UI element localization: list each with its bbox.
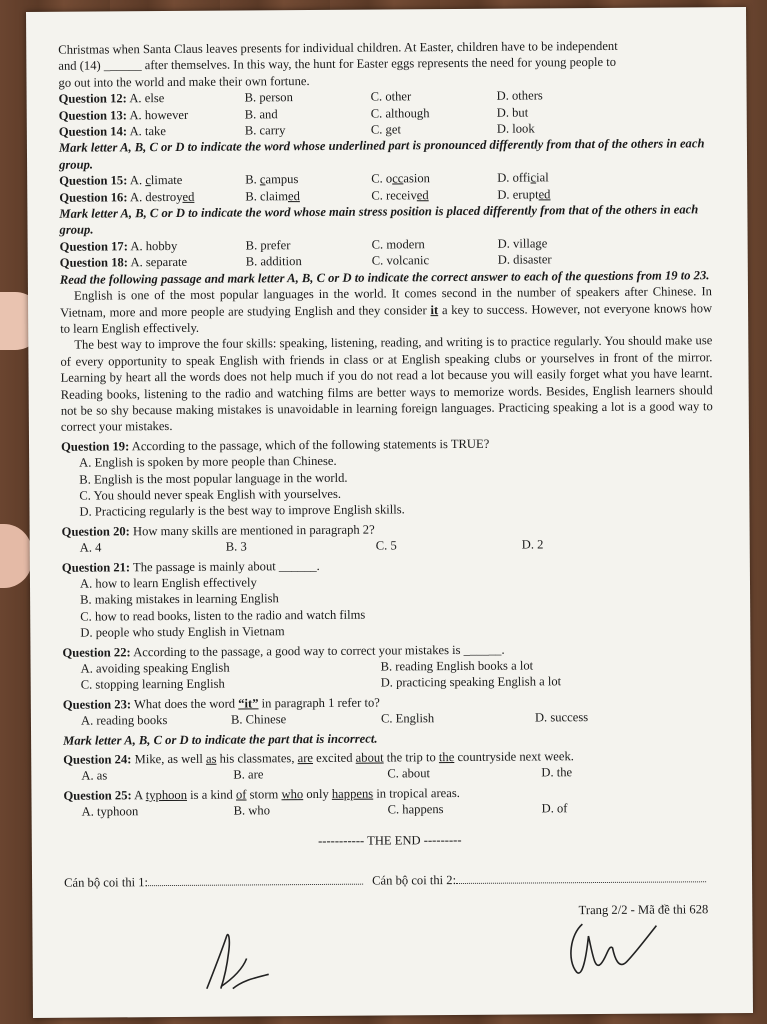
q19-option-d: D. Practicing regularly is the best way to improve English skills. bbox=[79, 502, 405, 520]
q16-option-b: B. claimed bbox=[245, 188, 300, 204]
proctor-2: Cán bộ coi thi 2: bbox=[372, 870, 706, 889]
q23-option-d: D. success bbox=[534, 710, 589, 725]
q15-label: Question 15: bbox=[59, 173, 128, 189]
q12-option-b: B. person bbox=[244, 90, 293, 105]
q20-option-b: B. 3 bbox=[225, 539, 247, 554]
q22-option-c: C. stopping learning English bbox=[80, 677, 225, 693]
q18-option-b: B. addition bbox=[245, 254, 302, 269]
question-22: Question 22: According to the passage, a good way to correct your mistakes is ______. bbox=[62, 642, 505, 660]
q12-option-c: C. other bbox=[370, 89, 412, 104]
q13-option-d: D. but bbox=[496, 105, 529, 120]
q22-option-a: A. avoiding speaking English bbox=[80, 660, 230, 676]
q16-option-d: D. erupted bbox=[497, 186, 551, 202]
q14-option-b: B. carry bbox=[244, 123, 286, 138]
q17-option-b: B. prefer bbox=[245, 238, 291, 253]
q22-option-b: B. reading English books a lot bbox=[380, 658, 534, 674]
the-end-marker: ----------- THE END --------- bbox=[318, 832, 462, 848]
passage-word-it: it bbox=[430, 302, 439, 317]
q17-label: Question 17: bbox=[59, 239, 128, 254]
proctor-1: Cán bộ coi thi 1: bbox=[64, 873, 363, 891]
q12-label: Question 12: bbox=[58, 91, 127, 106]
q24-option-d: D. the bbox=[541, 765, 573, 780]
question-20: Question 20: How many skills are mentioned in paragraph 2? bbox=[61, 522, 375, 539]
q13-option-a: A. however bbox=[129, 107, 189, 122]
pronunciation-instruction: Mark letter A, B, C or D to indicate the word whose underlined part is pronounced differently from that of the others in each group. bbox=[58, 136, 705, 172]
q15-option-c: C. occasion bbox=[371, 171, 431, 186]
q23-option-b: B. Chinese bbox=[230, 712, 287, 727]
proctor-signature-row bbox=[64, 870, 716, 891]
q13-option-b: B. and bbox=[244, 106, 278, 122]
incorrect-part-instruction: Mark letter A, B, C or D to indicate the part that is incorrect. bbox=[63, 731, 378, 748]
q16-option-c: C. received bbox=[371, 187, 429, 203]
q21-option-b: B. making mistakes in learning English bbox=[80, 591, 279, 608]
q15-option-a: A. climate bbox=[129, 173, 183, 188]
q18-option-a: A. separate bbox=[130, 255, 188, 270]
q25-option-c: C. happens bbox=[387, 802, 444, 817]
q12-option-d: D. others bbox=[496, 88, 543, 103]
q13-label: Question 13: bbox=[58, 107, 128, 123]
intro-line-1: Christmas when Santa Claus leaves presents for individual children. At Easter, children have to be independent bbox=[58, 38, 618, 57]
question-24: Question 24: Mike, as well as his classmates, are excited about the trip to the countryside next week. bbox=[63, 749, 574, 767]
q23-option-a: A. reading books bbox=[80, 713, 168, 728]
q17-option-a: A. hobby bbox=[130, 238, 178, 254]
q16-label: Question 16: bbox=[59, 189, 128, 205]
q15-option-b: B. campus bbox=[245, 172, 299, 187]
q21-option-a: A. how to learn English effectively bbox=[79, 575, 257, 591]
q25-option-a: A. typhoon bbox=[81, 804, 139, 819]
q19-option-a: A. English is spoken by more people than Chinese. bbox=[79, 453, 337, 470]
q25-option-b: B. who bbox=[233, 803, 271, 818]
q12-option-a: A. else bbox=[129, 91, 165, 106]
question-23: Question 23: What does the word “it” in paragraph 1 refer to? bbox=[62, 695, 380, 712]
q18-option-d: D. disaster bbox=[497, 252, 552, 267]
question-19: Question 19: According to the passage, which of the following statements is TRUE? bbox=[60, 436, 490, 454]
q25-options bbox=[64, 799, 716, 820]
q19-option-b: B. English is the most popular language in the world. bbox=[79, 470, 348, 487]
stress-instruction: Mark letter A, B, C or D to indicate the word whose main stress position is placed differently from that of the others in each group. bbox=[59, 202, 699, 238]
q14-option-a: A. take bbox=[129, 124, 166, 139]
q17-option-c: C. modern bbox=[371, 237, 425, 252]
q22-option-d: D. practicing speaking English a lot bbox=[380, 674, 562, 690]
q21-option-c: C. how to read books, listen to the radio and watch films bbox=[80, 607, 366, 624]
q24-option-a: A. as bbox=[81, 768, 108, 784]
q17-option-d: D. village bbox=[497, 236, 548, 251]
q14-option-c: C. get bbox=[370, 122, 401, 137]
signature-2-icon bbox=[552, 914, 662, 985]
q23-option-c: C. English bbox=[380, 711, 435, 726]
q20-option-d: D. 2 bbox=[521, 537, 544, 552]
q14-label: Question 14: bbox=[58, 124, 128, 139]
question-21: Question 21: The passage is mainly about ______. bbox=[61, 558, 320, 575]
exam-content bbox=[26, 7, 752, 922]
page-footer: Trang 2/2 - Mã đề thi 628 bbox=[578, 901, 709, 917]
q13-option-c: C. although bbox=[370, 105, 430, 121]
passage-paragraph-1: English is one of the most popular languages in the world. It comes second in the number of speakers after Chinese. In Vietnam, more and more people are studying English and they consider it a key to success. However, not everyone knows how to learn English effectively. bbox=[60, 284, 713, 336]
q25-option-d: D. of bbox=[541, 801, 568, 816]
q14-option-d: D. look bbox=[496, 121, 535, 136]
q18-option-c: C. volcanic bbox=[371, 253, 430, 268]
q19-option-c: C. You should never speak English with yourselves. bbox=[79, 486, 342, 503]
reading-instruction: Read the following passage and mark letter A, B, C or D to indicate the correct answer to each of the questions from 19 to 23. bbox=[59, 267, 710, 287]
q16-option-a: A. destroyed bbox=[129, 189, 195, 204]
q20-option-a: A. 4 bbox=[79, 540, 102, 555]
exam-paper bbox=[26, 7, 753, 1018]
q18-label: Question 18: bbox=[59, 255, 129, 271]
passage-paragraph-2: The best way to improve the four skills: speaking, listening, reading, and writing is to practice regularly. You should make use of every opportunity to speak English with friends in class or at English speaking clubs or yourselves in front of the mirror. Learning by heart all the words does not help much if you do not read a lot because you will easily forget what you have learnt. Reading books, listening to the radio and watching films are better ways to memorize words. Besides, English learners should not be so shy because making mistakes is unavoidable in learning foreign languages. Practicing speaking a lot is a good way to correct your mistakes. bbox=[60, 333, 713, 435]
question-25: Question 25: A typhoon is a kind of storm who only happens in tropical areas. bbox=[63, 785, 460, 803]
intro-line-2: and (14) ______ after themselves. In this way, the hunt for Easter eggs represents the need for young people to bbox=[58, 55, 617, 74]
q20-option-c: C. 5 bbox=[375, 538, 397, 553]
q24-option-b: B. are bbox=[233, 767, 264, 783]
q15-option-d: D. official bbox=[497, 170, 549, 185]
signature-1-icon bbox=[192, 928, 282, 993]
q24-option-c: C. about bbox=[387, 766, 431, 781]
q21-option-d: D. people who study English in Vietnam bbox=[80, 624, 285, 640]
intro-line-3: go out into the world and make their own fortune. bbox=[58, 73, 310, 90]
